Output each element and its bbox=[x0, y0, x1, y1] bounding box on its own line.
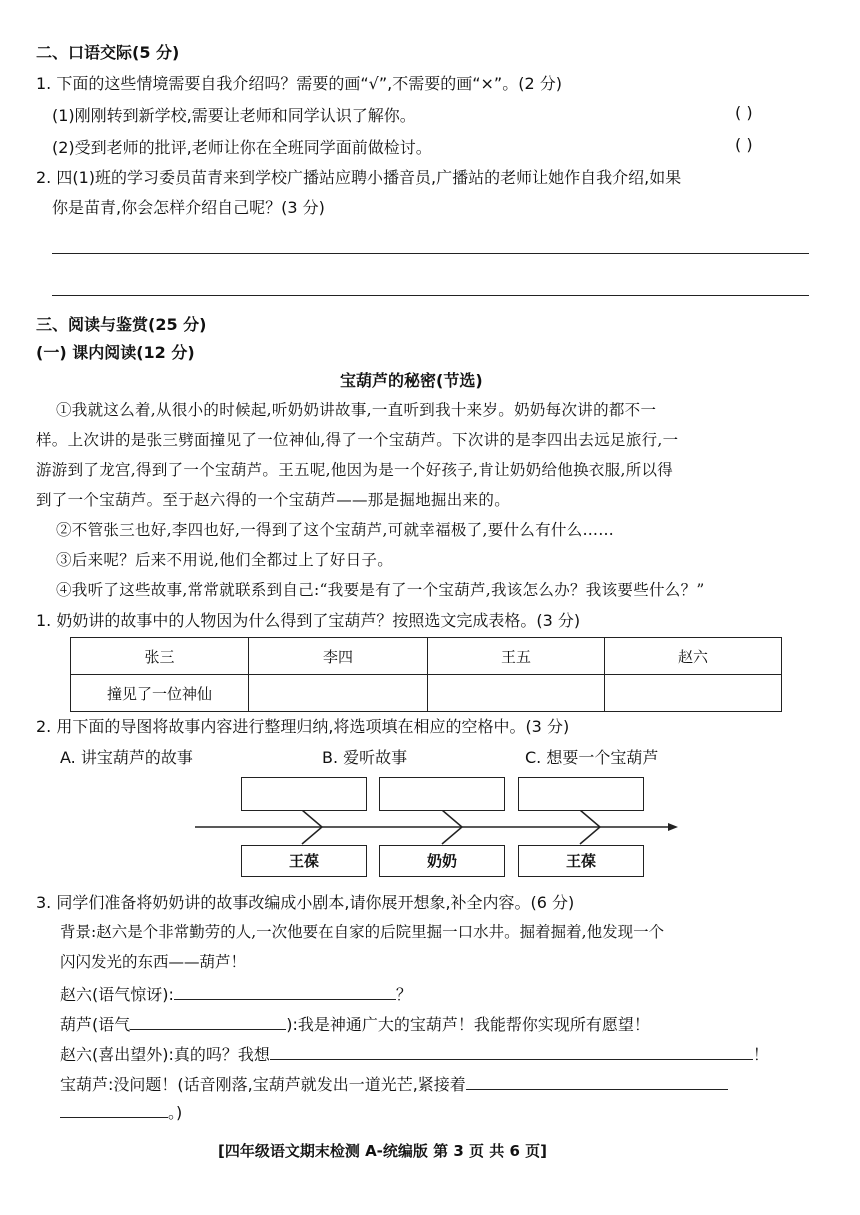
dialogue-4 bbox=[60, 1072, 728, 1095]
dialogue-3-end: ！ bbox=[752, 1045, 769, 1064]
mindmap-label-box-2 bbox=[379, 845, 505, 877]
s2-question-2-line2: 你是苗青,你会怎样介绍自己呢？(3 分) bbox=[52, 198, 325, 217]
answer-table bbox=[70, 637, 782, 712]
background-line-2: 闪闪发光的东西——葫芦！ bbox=[60, 953, 247, 971]
dialogue-4-blank-a[interactable] bbox=[466, 1073, 728, 1090]
table-cell-wangwu[interactable] bbox=[428, 675, 605, 712]
option-b: B. 爱听故事 bbox=[322, 748, 408, 767]
dialogue-2-end: ):我是神通广大的宝葫芦！我能帮你实现所有愿望！ bbox=[286, 1015, 650, 1034]
dialogue-3-label: 赵六(喜出望外):真的吗？我想 bbox=[60, 1045, 270, 1064]
s3-question-1: 1. 奶奶讲的故事中的人物因为什么得到了宝葫芦？按照选文完成表格。(3 分) bbox=[36, 611, 581, 630]
passage-line: 样。上次讲的是张三劈面撞见了一位神仙,得了一个宝葫芦。下次讲的是李四出去远足旅行,一 bbox=[36, 431, 679, 449]
passage bbox=[36, 395, 836, 605]
s3-question-2: 2. 用下面的导图将故事内容进行整理归纳,将选项填在相应的空格中。(3 分) bbox=[36, 717, 570, 736]
s3-question-3: 3. 同学们准备将奶奶讲的故事改编成小剧本,请你展开想象,补全内容。(6 分) bbox=[36, 893, 575, 912]
option-a: A. 讲宝葫芦的故事 bbox=[60, 748, 193, 767]
dialogue-1-end: ？ bbox=[395, 985, 412, 1004]
table-header-wangwu: 王五 bbox=[428, 638, 605, 675]
mindmap-label: 王葆 bbox=[288, 852, 319, 870]
table-cell-zhangsan: 撞见了一位神仙 bbox=[71, 675, 249, 712]
mindmap-answer-box-1[interactable] bbox=[241, 777, 367, 811]
passage-line: ②不管张三也好,李四也好,一得到了这个宝葫芦,可就幸福极了,要什么有什么…… bbox=[56, 521, 615, 539]
section3-title: 三、阅读与鉴赏(25 分) bbox=[36, 315, 207, 334]
s2-q1-answer-paren-2[interactable]: ( ) bbox=[735, 135, 753, 154]
mindmap-answer-box-3[interactable] bbox=[518, 777, 644, 811]
s2-q1-item-1: (1)刚刚转到新学校,需要让老师和同学认识了解你。 bbox=[52, 106, 416, 125]
dialogue-1 bbox=[60, 982, 412, 1005]
s2-q1-item-2: (2)受到老师的批评,老师让你在全班同学面前做检讨。 bbox=[52, 138, 432, 157]
s2-question-1: 1. 下面的这些情境需要自我介绍吗？需要的画“√”,不需要的画“×”。(2 分) bbox=[36, 74, 562, 93]
mindmap-label: 王葆 bbox=[565, 852, 596, 870]
table-header-zhangsan: 张三 bbox=[71, 638, 249, 675]
passage-line: ④我听了这些故事,常常就联系到自己:“我要是有了一个宝葫芦,我该怎么办？我该要些什么？” bbox=[56, 581, 705, 599]
dialogue-4-label: 宝葫芦:没问题！(话音刚落,宝葫芦就发出一道光芒,紧接着 bbox=[60, 1075, 466, 1094]
passage-line: 到了一个宝葫芦。至于赵六得的一个宝葫芦——那是掘地掘出来的。 bbox=[36, 491, 511, 509]
dialogue-3-blank[interactable] bbox=[270, 1043, 753, 1060]
table-cell-zhaoliu[interactable] bbox=[605, 675, 782, 712]
section3-subtitle: (一) 课内阅读(12 分) bbox=[36, 343, 195, 362]
mindmap-label: 奶奶 bbox=[426, 852, 457, 870]
dialogue-3 bbox=[60, 1042, 769, 1065]
dialogue-4-cont bbox=[60, 1100, 182, 1123]
passage-title: 宝葫芦的秘密(节选) bbox=[340, 371, 483, 390]
dialogue-4-end: 。) bbox=[168, 1103, 183, 1122]
option-c: C. 想要一个宝葫芦 bbox=[525, 748, 659, 767]
s2-q1-answer-paren-1[interactable]: ( ) bbox=[735, 103, 753, 122]
mindmap-answer-box-2[interactable] bbox=[379, 777, 505, 811]
dialogue-1-blank[interactable] bbox=[174, 983, 396, 1000]
background-line-1: 背景:赵六是个非常勤劳的人,一次他要在自家的后院里掘一口水井。掘着掘着,他发现一个 bbox=[60, 923, 665, 941]
page-footer: [四年级语文期末检测 A-统编版 第 3 页 共 6 页] bbox=[218, 1142, 547, 1160]
passage-line: ①我就这么着,从很小的时候起,听奶奶讲故事,一直听到我十来岁。奶奶每次讲的都不一 bbox=[56, 401, 657, 419]
passage-line: 游游到了龙宫,得到了一个宝葫芦。王五呢,他因为是一个好孩子,肯让奶奶给他换衣服,所以得 bbox=[36, 461, 674, 479]
dialogue-2-label: 葫芦(语气 bbox=[60, 1015, 131, 1034]
table-header-lisi: 李四 bbox=[249, 638, 428, 675]
s2-question-2-line1: 2. 四(1)班的学习委员苗青来到学校广播站应聘小播音员,广播站的老师让她作自我介绍,如果 bbox=[36, 168, 682, 187]
mindmap-label-box-1 bbox=[241, 845, 367, 877]
dialogue-1-label: 赵六(语气惊讶): bbox=[60, 985, 174, 1004]
table-cell-lisi[interactable] bbox=[249, 675, 428, 712]
table-header-zhaoliu: 赵六 bbox=[605, 638, 782, 675]
passage-line: ③后来呢？后来不用说,他们全都过上了好日子。 bbox=[56, 551, 394, 569]
dialogue-2 bbox=[60, 1012, 650, 1035]
dialogue-2-blank[interactable] bbox=[130, 1013, 286, 1030]
answer-line-2[interactable] bbox=[52, 295, 809, 296]
mindmap-label-box-3 bbox=[518, 845, 644, 877]
section2-title: 二、口语交际(5 分) bbox=[36, 43, 180, 62]
dialogue-4-blank-b[interactable] bbox=[60, 1101, 168, 1118]
answer-line-1[interactable] bbox=[52, 253, 809, 254]
